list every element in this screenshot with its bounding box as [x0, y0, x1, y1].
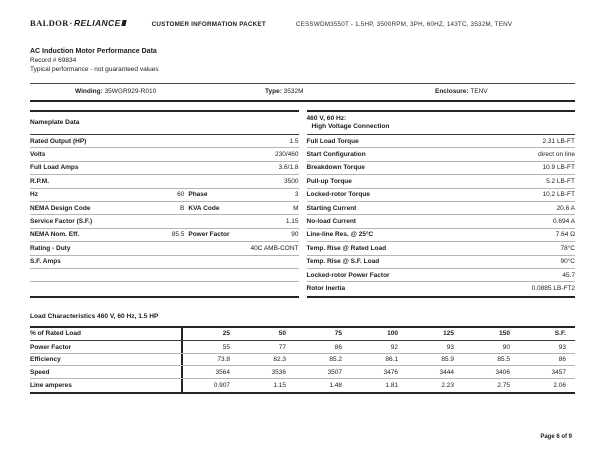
table-cell: 3536 — [271, 368, 286, 376]
table-header-row — [30, 328, 575, 342]
table-cell: 1.15 — [273, 381, 286, 389]
table-cell: 86 — [558, 356, 566, 364]
row-value: 90°C — [560, 258, 575, 266]
row-value: 90 — [291, 231, 299, 239]
winding-value: 35WGR929-R010 — [104, 88, 157, 95]
table-cell: 3444 — [439, 368, 454, 376]
table-cell: 86 — [334, 343, 342, 351]
table-cell: 85.9 — [441, 356, 454, 364]
table-cell: 82.3 — [273, 356, 286, 364]
record-number: Record # 69834 — [30, 57, 77, 64]
table-cell: 2.75 — [497, 381, 510, 389]
table-row — [307, 269, 576, 282]
column-header: 100 — [387, 330, 398, 338]
row-label: Starting Current — [306, 204, 357, 212]
row-pair — [30, 191, 184, 198]
row-label: Power Factor — [188, 231, 230, 239]
table-cell: 3406 — [495, 368, 510, 376]
page-title: AC Induction Motor Performance Data — [30, 48, 157, 55]
row-label: NEMA Design Code — [30, 204, 91, 212]
row-label: Full Load Torque — [306, 137, 359, 145]
table-cell: 0.907 — [213, 381, 230, 389]
nameplate-heading-text: Nameplate Data — [30, 118, 80, 126]
table-row — [30, 175, 299, 188]
table-row — [30, 135, 299, 148]
table-row — [30, 215, 299, 228]
table-row-empty — [30, 269, 299, 282]
row-label: Phase — [188, 191, 208, 199]
baldor-reliance-logo — [30, 18, 126, 28]
winding-field — [30, 88, 265, 95]
document-header — [30, 18, 575, 28]
performance-note: Typical performance - not guaranteed values — [30, 66, 159, 73]
type-value: 3532M — [283, 88, 304, 95]
row-value: 20.6 A — [556, 204, 575, 212]
enclosure-label: Enclosure: — [435, 88, 469, 95]
enclosure-field — [435, 88, 575, 95]
table-row — [307, 229, 576, 242]
title-block — [30, 47, 575, 74]
table-cell: 90 — [502, 343, 510, 351]
row-label: Service Factor (S.F.) — [30, 218, 93, 226]
table-cell: 3564 — [215, 368, 230, 376]
table-cell: 77 — [278, 343, 286, 351]
table-row — [307, 215, 576, 228]
row-value: 3 — [294, 191, 299, 199]
table-row-empty — [30, 282, 299, 295]
row-label: Volts — [30, 151, 46, 159]
table-cell: 86.1 — [385, 356, 398, 364]
row-pair — [30, 205, 184, 212]
row-value: 1.5 — [289, 137, 299, 145]
row-label: S.F. Amps — [30, 258, 61, 266]
row-value: 0.0885 LB-FT2 — [531, 285, 575, 293]
row-value: 40C AMB-CONT — [250, 244, 299, 252]
table-cell: 85.5 — [497, 356, 510, 364]
type-field — [265, 88, 435, 95]
table-row — [307, 282, 576, 295]
row-label: KVA Code — [188, 204, 220, 212]
row-value: direct on line — [538, 151, 575, 159]
row-label: Temp. Rise @ S.F. Load — [306, 258, 380, 266]
table-row — [307, 162, 576, 175]
row-label: NEMA Nom. Eff. — [30, 231, 80, 239]
row-label: Rotor Inertia — [306, 285, 346, 293]
table-cell: 92 — [390, 343, 398, 351]
column-header: 25 — [222, 330, 230, 338]
table-row — [30, 148, 299, 161]
row-label: Temp. Rise @ Rated Load — [306, 244, 387, 252]
row-value: 85.5 — [171, 231, 185, 239]
winding-bar — [30, 83, 575, 102]
row-value: 3500 — [284, 177, 299, 185]
table-row — [30, 242, 299, 255]
nameplate-table — [30, 110, 299, 298]
packet-title: CUSTOMER INFORMATION PACKET — [151, 21, 266, 28]
row-label: Full Load Amps — [30, 164, 79, 172]
table-row — [307, 135, 576, 148]
logo-baldor-text: BALDOR — [30, 18, 69, 28]
row-value: M — [293, 204, 299, 212]
load-characteristics-heading: Load Characteristics 460 V, 60 Hz, 1.5 HP — [30, 312, 159, 320]
row-label: Power Factor — [30, 341, 183, 353]
column-header: 50 — [278, 330, 286, 338]
row-label: Hz — [30, 191, 38, 199]
row-label: Line amperes — [30, 379, 183, 392]
table-cell: 1.48 — [329, 381, 342, 389]
table-row — [307, 189, 576, 202]
table-cell: 93 — [446, 343, 454, 351]
table-row — [307, 202, 576, 215]
row-value: 0.694 A — [552, 218, 575, 226]
column-header: % of Rated Load — [30, 328, 183, 341]
hv-heading-line1: 460 V, 60 Hz: — [306, 114, 347, 122]
row-label: No-load Current — [306, 218, 356, 226]
row-pair — [184, 205, 298, 212]
table-cell: 2.23 — [441, 381, 454, 389]
table-row — [307, 148, 576, 161]
table-row — [30, 202, 299, 215]
row-label: Breakdown Torque — [306, 164, 365, 172]
table-row — [307, 242, 576, 255]
row-value: 10.9 LB-FT — [542, 164, 575, 172]
column-header: 150 — [499, 330, 510, 338]
row-label: Efficiency — [30, 354, 183, 366]
row-label: Locked-rotor Torque — [306, 191, 370, 199]
table-row — [30, 162, 299, 175]
table-cell: 1.81 — [385, 381, 398, 389]
table-cell: 85.2 — [329, 356, 342, 364]
row-value: 1.15 — [285, 218, 299, 226]
table-row — [30, 354, 575, 367]
row-value: 230/460 — [275, 151, 299, 159]
row-pair — [184, 191, 298, 198]
row-value: 60 — [177, 191, 185, 199]
table-cell: 2.06 — [553, 381, 566, 389]
table-cell: 3457 — [551, 368, 566, 376]
row-value: 5.2 LB-FT — [546, 177, 575, 185]
row-label: Pull-up Torque — [306, 177, 352, 185]
row-label: Line-line Res. @ 25°C — [306, 231, 374, 239]
row-label: Speed — [30, 366, 183, 378]
row-value: 78°C — [560, 244, 575, 252]
row-label: Locked-rotor Power Factor — [306, 271, 390, 279]
table-cell: 3476 — [383, 368, 398, 376]
hv-connection-table — [307, 110, 576, 298]
row-value: 45.7 — [562, 271, 575, 279]
type-label: Type: — [265, 88, 282, 95]
column-header: 75 — [334, 330, 342, 338]
table-cell: 73.8 — [217, 356, 230, 364]
row-label: Rated Output (HP) — [30, 137, 87, 145]
row-value: 3.6/1.8 — [278, 164, 299, 172]
logo-flag-icon — [121, 20, 126, 26]
logo-separator: · — [69, 18, 74, 28]
table-cell: 93 — [558, 343, 566, 351]
hv-heading-line2: High Voltage Connection — [311, 123, 390, 130]
page-number: Page 6 of 9 — [540, 434, 572, 440]
row-pair — [184, 231, 298, 238]
enclosure-value: TENV — [470, 88, 488, 95]
table-row — [30, 256, 299, 269]
table-row — [30, 341, 575, 354]
row-label: Start Configuration — [306, 151, 366, 159]
spec-tables — [30, 110, 575, 298]
winding-label: Winding: — [75, 88, 103, 95]
row-label: Rating - Duty — [30, 244, 71, 252]
hv-connection-heading — [307, 112, 576, 135]
table-row — [30, 379, 575, 392]
row-value: B — [180, 204, 185, 212]
table-row — [307, 256, 576, 269]
nameplate-heading — [30, 112, 299, 135]
row-value: 7.64 Ω — [555, 231, 575, 239]
model-spec: CESSWDM3550T - 1.5HP, 3500RPM, 3PH, 60HZ, 143TC, 3532M, TENV — [295, 21, 513, 28]
table-cell: 3507 — [327, 368, 342, 376]
table-row — [307, 175, 576, 188]
table-cell: 55 — [222, 343, 230, 351]
column-header: S.F. — [554, 330, 566, 338]
row-label: R.P.M. — [30, 177, 50, 185]
table-row — [30, 366, 575, 379]
table-row — [30, 229, 299, 242]
column-header: 125 — [443, 330, 454, 338]
row-pair — [30, 231, 184, 238]
table-row — [30, 189, 299, 202]
row-value: 2.31 LB-FT — [542, 137, 575, 145]
row-value: 10.2 LB-FT — [542, 191, 575, 199]
load-characteristics-table — [30, 326, 575, 394]
logo-reliance-text: RELIANCE — [74, 18, 121, 28]
